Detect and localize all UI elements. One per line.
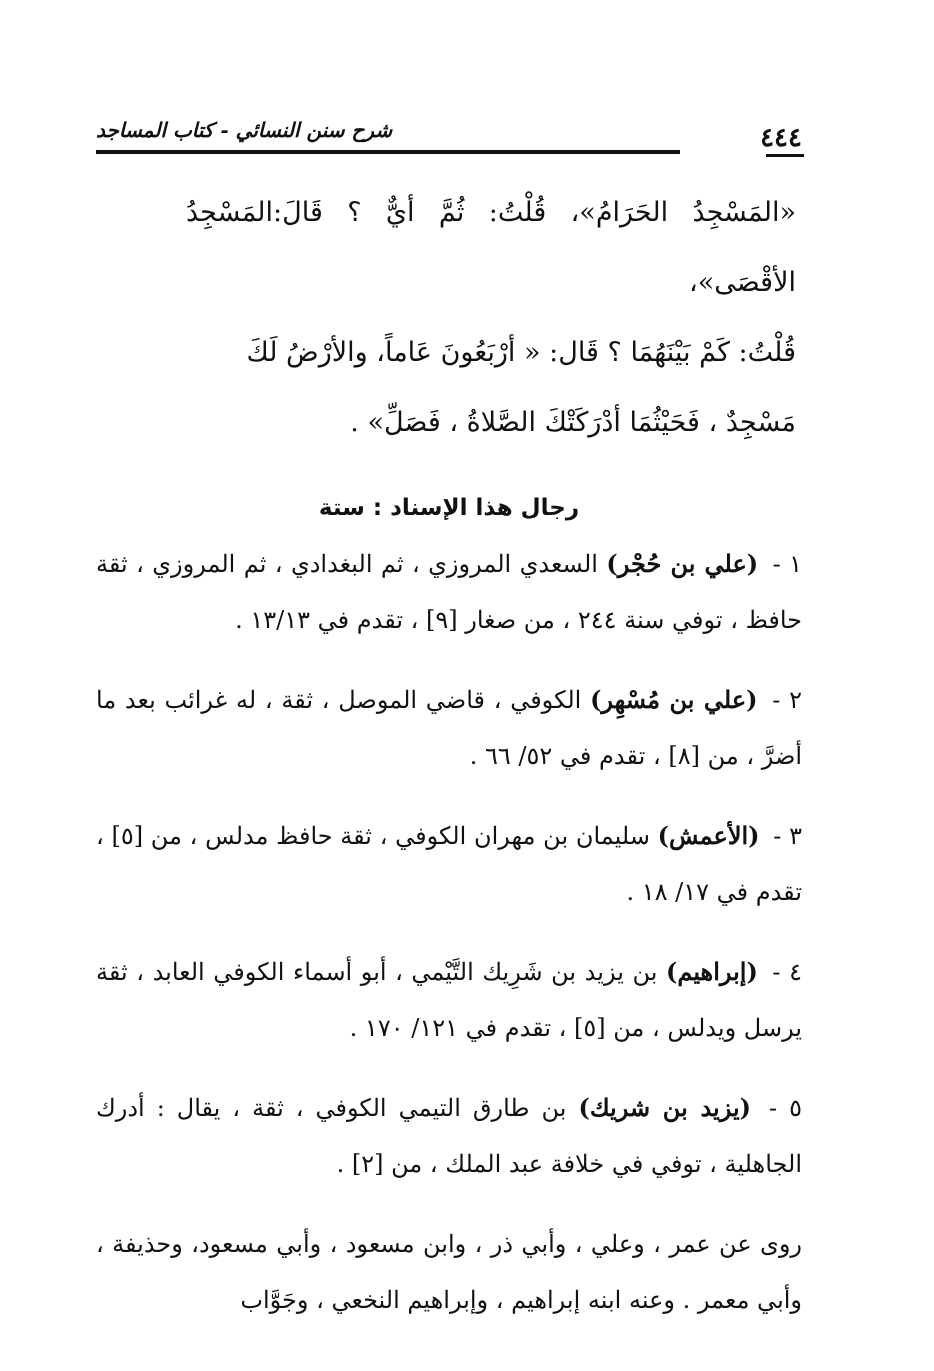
narrator-number: ٤ - [772,958,802,986]
narrator-name: (الأعمش) [657,821,760,850]
document-page [96,100,802,1320]
narrator-name: (إبراهيم) [665,957,758,986]
hadith-text [96,178,802,458]
riwaya-paragraph: روى عن عمر ، وعلي ، وأبي ذر ، وابن مسعود ، وأبي مسعود، وحذيفة ، وأبي معمر . وعنه ابنه إبراهيم ، وإبراهيم النخعي ، وجَوَّاب [96,1230,802,1314]
page-number-dash [766,154,804,157]
hadith-line: قُلْتُ: كَمْ بَيْنَهُمَا ؟ قَال: « أرْبَعُونَ عَاماً، والأرْضُ لَكَ [246,337,796,368]
narrator-entry [96,536,802,648]
narrator-description: السعدي المروزي ، ثم البغدادي ، ثم المروزي ، ثقة حافظ ، توفي سنة ٢٤٤ ، من صغار [٩] ، تقدم في ١٣/١٣ . [96,550,802,634]
narrator-entry [96,1080,802,1192]
narrator-entry [96,944,802,1056]
narrator-description: بن طارق التيمي الكوفي ، ثقة ، يقال : أدرك الجاهلية ، توفي في خلافة عبد الملك ، من [٢] . [96,1094,802,1178]
section-heading: رجال هذا الإسناد : ستة [318,495,580,521]
hadith-line: مَسْجِدٌ ، فَحَيْثُمَا أدْرَكَتْكَ الصَّلاةُ ، فَصَلِّ» . [350,407,796,438]
narrator-entry [96,672,802,784]
hadith-line: «المَسْجِدُ الحَرَامُ»، قُلْتُ: ثُمَّ أيٌّ ؟ قَالَ:المَسْجِدُ الأقْصَى»، [186,197,796,298]
narrator-number: ٥ - [769,1094,803,1122]
narrator-number: ١ - [772,550,802,578]
narrator-description: بن يزيد بن شَرِيك التَّيْمي ، أبو أسماء الكوفي العابد ، ثقة يرسل ويدلس ، من [٥] ، تقدم في ١٢١/ ١٧٠ . [96,958,802,1042]
narrator-entry [96,808,802,920]
narrator-number: ٣ - [773,822,802,850]
narrator-number: ٢ - [772,686,802,714]
narrator-description: سليمان بن مهران الكوفي ، ثقة حافظ مدلس ، من [٥] ، تقدم في ١٧/ ١٨ . [96,822,802,906]
header-rule [96,150,680,154]
narrator-name: (علي بن مُسْهِر) [590,685,758,714]
narrator-description: الكوفي ، قاضي الموصل ، ثقة ، له غرائب بعد ما أضرَّ ، من [٨] ، تقدم في ٥٢/ ٦٦ . [96,686,802,770]
page-number: ٤٤٤ [760,123,802,153]
narrator-name: (يزيد بن شريك) [578,1093,752,1122]
running-header-title: شرح سنن النسائي - كتاب المساجد [96,118,393,142]
running-header [96,100,802,160]
narrator-name: (علي بن حُجْر) [606,549,759,578]
